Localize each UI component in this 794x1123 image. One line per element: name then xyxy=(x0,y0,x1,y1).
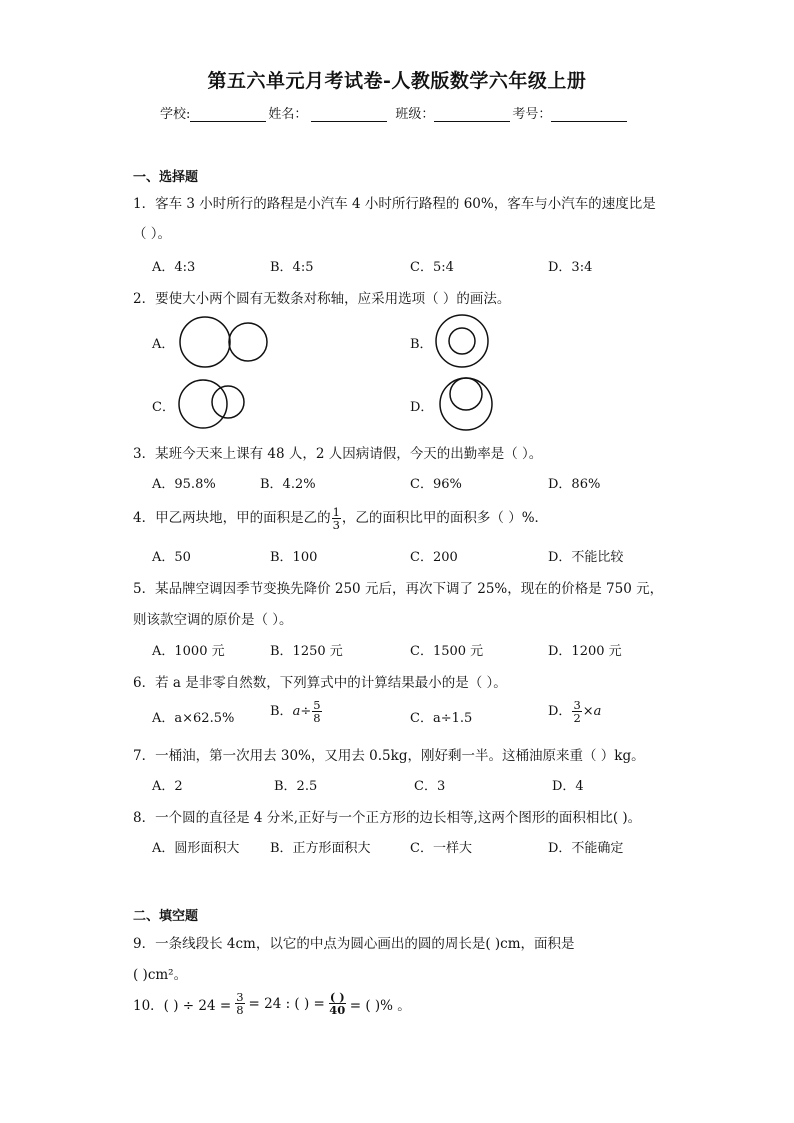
q6-option-b-label: B． xyxy=(270,704,293,719)
internally-tangent-circles-figure xyxy=(434,372,498,432)
q1-option-b[interactable]: B．4:5 xyxy=(270,260,314,275)
fraction-blank-over-forty xyxy=(329,991,346,1016)
student-info-line xyxy=(160,103,629,122)
small-circle xyxy=(229,323,267,361)
question-10-text xyxy=(133,991,411,1016)
small-circle xyxy=(450,378,482,410)
q5-option-b[interactable]: B．1250 元 xyxy=(270,644,343,659)
q1-option-c[interactable]: C．5:4 xyxy=(410,260,454,275)
fraction-denominator: 3 xyxy=(332,518,340,532)
fraction-five-eighths xyxy=(312,699,321,724)
question-9-text: 9．一条线段长 4cm，以它的中点为圆心画出的圆的周长是( )cm，面积是 xyxy=(133,936,575,952)
q4-option-d[interactable]: D．不能比较 xyxy=(548,550,624,565)
question-3-text: 3．某班今天来上课有 48 人，2 人因病请假，今天的出勤率是（ ）。 xyxy=(133,446,543,462)
q4-option-a[interactable]: A．50 xyxy=(152,550,191,565)
divide-sign: ÷ xyxy=(300,704,312,719)
q8-option-a[interactable]: A．圆形面积大 xyxy=(152,841,240,856)
concentric-circles-figure xyxy=(432,310,492,370)
q7-option-c[interactable]: C．3 xyxy=(414,779,446,794)
q3-option-d[interactable]: D．86% xyxy=(548,477,601,492)
fraction-numerator: 3 xyxy=(236,990,244,1004)
q4-option-c[interactable]: C．200 xyxy=(410,550,458,565)
school-field[interactable] xyxy=(190,107,266,122)
fraction-denominator: 8 xyxy=(313,711,321,725)
times-a: ×a xyxy=(582,704,602,719)
q10-part-1: 10．( ) ÷ 24 = xyxy=(133,997,232,1014)
q6-option-d-label: D． xyxy=(548,704,572,719)
q2-option-c[interactable]: C． xyxy=(152,400,175,415)
question-9-text-cont: ( )cm²。 xyxy=(133,967,188,983)
fraction-denominator: 8 xyxy=(236,1003,244,1017)
q8-option-b[interactable]: B．正方形面积大 xyxy=(270,841,371,856)
large-circle xyxy=(436,315,488,367)
q2-option-d[interactable]: D． xyxy=(410,400,434,415)
large-circle xyxy=(440,378,492,430)
q5-option-c[interactable]: C．1500 元 xyxy=(410,644,484,659)
question-7-text: 7．一桶油，第一次用去 30%，又用去 0.5kg，刚好剩一半。这桶油原来重（ ）kg。 xyxy=(133,748,645,764)
question-8-text: 8．一个圆的直径是 4 分米,正好与一个正方形的边长相等,这两个图形的面积相比( )。 xyxy=(133,810,642,826)
fraction-three-halves xyxy=(572,699,581,724)
q6-option-a[interactable]: A．a×62.5% xyxy=(152,711,235,726)
small-circle xyxy=(449,328,475,354)
name-label: 姓名： xyxy=(268,107,308,122)
q2-option-a[interactable]: A． xyxy=(152,337,175,352)
q6-option-c[interactable]: C．a÷1.5 xyxy=(410,711,473,726)
fraction-numerator: 5 xyxy=(313,698,321,712)
question-1-text-cont: （ ）。 xyxy=(133,226,172,242)
question-5-text-cont: 则该款空调的原价是（ ）。 xyxy=(133,612,293,628)
fraction-numerator: 3 xyxy=(573,698,581,712)
section-heading-fill-in: 二、填空题 xyxy=(133,909,199,924)
q3-option-c[interactable]: C．96% xyxy=(410,477,462,492)
large-circle xyxy=(179,380,227,428)
q10-part-3: = ( )% 。 xyxy=(349,997,411,1014)
q5-option-d[interactable]: D．1200 元 xyxy=(548,644,622,659)
two-adjacent-circles-figure xyxy=(170,312,280,372)
question-2-text: 2．要使大小两个圆有无数条对称轴，应采用选项（ ）的画法。 xyxy=(133,291,511,307)
name-field[interactable] xyxy=(311,107,387,122)
q2-option-b[interactable]: B． xyxy=(410,337,433,352)
q5-option-a[interactable]: A．1000 元 xyxy=(152,644,225,659)
fraction-numerator: ( ) xyxy=(329,990,345,1004)
question-5-text: 5．某品牌空调因季节变换先降价 250 元后，再次下调了 25%，现在的价格是 750 元， xyxy=(133,581,664,597)
q3-option-b[interactable]: B．4.2% xyxy=(260,477,316,492)
q7-option-b[interactable]: B．2.5 xyxy=(274,779,318,794)
fraction-numerator: 1 xyxy=(332,505,340,519)
q4-suffix: ，乙的面积比甲的面积多（ ）%． xyxy=(341,510,549,526)
q1-option-a[interactable]: A．4:3 xyxy=(152,260,196,275)
section-heading-choice: 一、选择题 xyxy=(133,170,199,185)
q4-prefix: 4．甲乙两块地，甲的面积是乙的 xyxy=(133,510,331,526)
q7-option-d[interactable]: D．4 xyxy=(552,779,584,794)
variable-a: a xyxy=(292,704,301,719)
q1-option-d[interactable]: D．3:4 xyxy=(548,260,593,275)
class-label: 班级： xyxy=(395,107,435,122)
number-label: 考号： xyxy=(512,107,552,122)
question-6-text: 6．若 a 是非零自然数，下列算式中的计算结果最小的是（ ）。 xyxy=(133,675,507,691)
fraction-denominator: 2 xyxy=(573,711,581,725)
question-1-text: 1．客车 3 小时所行的路程是小汽车 4 小时所行路程的 60%，客车与小汽车的速度比是 xyxy=(133,196,656,212)
school-label: 学校: xyxy=(160,107,191,122)
fraction-one-third xyxy=(332,506,341,531)
fraction-denominator: 40 xyxy=(329,1003,346,1017)
fraction-three-eighths xyxy=(235,991,244,1016)
page-title: 第五六单元月考试卷-人教版数学六年级上册 xyxy=(207,70,587,92)
q7-option-a[interactable]: A．2 xyxy=(152,779,183,794)
class-field[interactable] xyxy=(434,107,510,122)
q8-option-c[interactable]: C．一样大 xyxy=(410,841,472,856)
q3-option-a[interactable]: A．95.8% xyxy=(152,477,216,492)
q8-option-d[interactable]: D．不能确定 xyxy=(548,841,624,856)
number-field[interactable] xyxy=(551,107,627,122)
question-4-text xyxy=(133,506,548,531)
q6-option-d[interactable] xyxy=(548,699,601,724)
small-circle xyxy=(212,386,244,418)
q4-option-b[interactable]: B．100 xyxy=(270,550,318,565)
large-circle xyxy=(180,317,230,367)
q10-part-2: = 24 : ( ) = xyxy=(248,995,325,1012)
overlapping-circles-figure xyxy=(170,376,260,434)
q6-option-b[interactable] xyxy=(270,699,323,724)
